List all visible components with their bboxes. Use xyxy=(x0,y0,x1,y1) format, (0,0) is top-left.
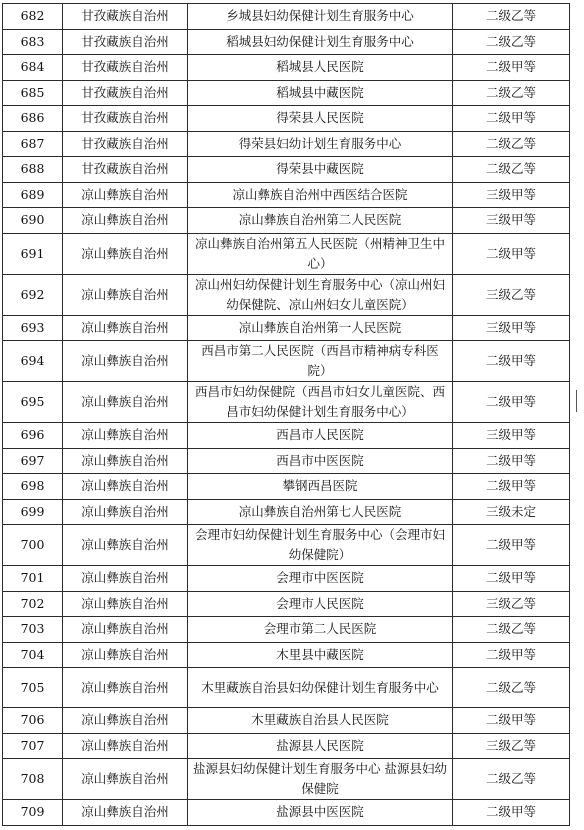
row-number: 693 xyxy=(3,315,63,341)
grade-cell: 三级甲等 xyxy=(453,208,570,234)
table-row xyxy=(3,341,570,382)
table-row xyxy=(3,525,570,566)
table-row xyxy=(3,448,570,474)
table-row xyxy=(3,617,570,643)
region-cell: 凉山彝族自治州 xyxy=(63,617,188,643)
table-row xyxy=(3,499,570,525)
grade-cell: 二级甲等 xyxy=(453,448,570,474)
hospital-name-cell: 会理市中医医院 xyxy=(188,566,453,592)
hospital-name-cell: 凉山州妇幼保健计划生育服务中心（凉山州妇幼保健院、凉山州妇女儿童医院） xyxy=(188,274,453,315)
region-cell: 凉山彝族自治州 xyxy=(63,341,188,382)
row-number: 691 xyxy=(3,233,63,274)
grade-cell: 二级乙等 xyxy=(453,131,570,157)
grade-cell: 二级甲等 xyxy=(453,233,570,274)
region-cell: 凉山彝族自治州 xyxy=(63,759,188,800)
row-number: 684 xyxy=(3,55,63,81)
grade-cell: 二级甲等 xyxy=(453,55,570,81)
hospital-name-cell: 得荣县人民医院 xyxy=(188,106,453,132)
grade-cell: 二级甲等 xyxy=(453,566,570,592)
row-number: 703 xyxy=(3,617,63,643)
hospital-name-cell: 西昌市人民医院 xyxy=(188,423,453,449)
hospital-name-cell: 会理市妇幼保健计划生育服务中心（会理市妇幼保健院） xyxy=(188,525,453,566)
row-number: 709 xyxy=(3,800,63,826)
table-row xyxy=(3,315,570,341)
hospital-name-cell: 得荣县妇幼计划生育服务中心 xyxy=(188,131,453,157)
hospital-name-cell: 凉山彝族自治州第七人民医院 xyxy=(188,499,453,525)
region-cell: 凉山彝族自治州 xyxy=(63,733,188,759)
row-number: 690 xyxy=(3,208,63,234)
table-row xyxy=(3,233,570,274)
grade-cell: 三级乙等 xyxy=(453,274,570,315)
region-cell: 凉山彝族自治州 xyxy=(63,525,188,566)
region-cell: 凉山彝族自治州 xyxy=(63,315,188,341)
row-number: 704 xyxy=(3,642,63,668)
grade-cell: 二级乙等 xyxy=(453,157,570,183)
table-row xyxy=(3,4,570,30)
table-row xyxy=(3,274,570,315)
grade-cell: 二级甲等 xyxy=(453,474,570,500)
region-cell: 凉山彝族自治州 xyxy=(63,566,188,592)
region-cell: 甘孜藏族自治州 xyxy=(63,157,188,183)
row-number: 683 xyxy=(3,29,63,55)
region-cell: 甘孜藏族自治州 xyxy=(63,80,188,106)
hospital-name-cell: 凉山彝族自治州第五人民医院（州精神卫生中心） xyxy=(188,233,453,274)
grade-cell: 二级甲等 xyxy=(453,525,570,566)
table-row xyxy=(3,800,570,826)
table-row xyxy=(3,474,570,500)
hospital-name-cell: 凉山彝族自治州第二人民医院 xyxy=(188,208,453,234)
row-number: 699 xyxy=(3,499,63,525)
row-number: 697 xyxy=(3,448,63,474)
table-row xyxy=(3,182,570,208)
row-number: 701 xyxy=(3,566,63,592)
grade-cell: 三级甲等 xyxy=(453,182,570,208)
grade-cell: 二级甲等 xyxy=(453,800,570,826)
hospital-name-cell: 凉山彝族自治州中西医结合医院 xyxy=(188,182,453,208)
hospital-name-cell: 得荣县中藏医院 xyxy=(188,157,453,183)
table-row xyxy=(3,106,570,132)
table-row xyxy=(3,131,570,157)
table-row xyxy=(3,208,570,234)
row-number: 694 xyxy=(3,341,63,382)
hospital-name-cell: 乡城县妇幼保健计划生育服务中心 xyxy=(188,4,453,30)
table-row xyxy=(3,708,570,734)
grade-cell: 三级甲等 xyxy=(453,423,570,449)
table-row xyxy=(3,591,570,617)
region-cell: 凉山彝族自治州 xyxy=(63,800,188,826)
table-row xyxy=(3,733,570,759)
table-body xyxy=(3,4,570,826)
hospital-name-cell: 盐源县人民医院 xyxy=(188,733,453,759)
row-number: 688 xyxy=(3,157,63,183)
row-number: 689 xyxy=(3,182,63,208)
hospital-name-cell: 稻城县妇幼保健计划生育服务中心 xyxy=(188,29,453,55)
grade-cell: 三级乙等 xyxy=(453,591,570,617)
hospital-name-cell: 稻城县人民医院 xyxy=(188,55,453,81)
region-cell: 甘孜藏族自治州 xyxy=(63,4,188,30)
grade-cell: 二级甲等 xyxy=(453,642,570,668)
hospital-list-table xyxy=(2,3,570,826)
region-cell: 凉山彝族自治州 xyxy=(63,708,188,734)
region-cell: 凉山彝族自治州 xyxy=(63,382,188,423)
grade-cell: 三级乙等 xyxy=(453,733,570,759)
row-number: 708 xyxy=(3,759,63,800)
region-cell: 凉山彝族自治州 xyxy=(63,423,188,449)
row-number: 687 xyxy=(3,131,63,157)
row-number: 706 xyxy=(3,708,63,734)
row-number: 686 xyxy=(3,106,63,132)
hospital-name-cell: 木里藏族自治县人民医院 xyxy=(188,708,453,734)
grade-cell: 二级甲等 xyxy=(453,708,570,734)
hospital-name-cell: 凉山彝族自治州第一人民医院 xyxy=(188,315,453,341)
grade-cell: 三级未定 xyxy=(453,499,570,525)
region-cell: 凉山彝族自治州 xyxy=(63,274,188,315)
row-number: 692 xyxy=(3,274,63,315)
table-row xyxy=(3,80,570,106)
region-cell: 凉山彝族自治州 xyxy=(63,642,188,668)
grade-cell: 二级乙等 xyxy=(453,4,570,30)
table-row xyxy=(3,382,570,423)
hospital-name-cell: 西昌市妇幼保健院（西昌市妇女儿童医院、西昌市妇幼保健计划生育服务中心） xyxy=(188,382,453,423)
table-row xyxy=(3,642,570,668)
grade-cell: 二级乙等 xyxy=(453,759,570,800)
row-number: 682 xyxy=(3,4,63,30)
region-cell: 凉山彝族自治州 xyxy=(63,182,188,208)
row-number: 702 xyxy=(3,591,63,617)
grade-cell: 二级乙等 xyxy=(453,80,570,106)
region-cell: 凉山彝族自治州 xyxy=(63,474,188,500)
row-number: 705 xyxy=(3,668,63,708)
grade-cell: 二级甲等 xyxy=(453,106,570,132)
region-cell: 凉山彝族自治州 xyxy=(63,208,188,234)
table-row xyxy=(3,566,570,592)
hospital-name-cell: 木里县中藏医院 xyxy=(188,642,453,668)
table-row xyxy=(3,55,570,81)
region-cell: 凉山彝族自治州 xyxy=(63,591,188,617)
grade-cell: 二级乙等 xyxy=(453,617,570,643)
hospital-name-cell: 西昌市中医医院 xyxy=(188,448,453,474)
row-number: 698 xyxy=(3,474,63,500)
grade-cell: 二级甲等 xyxy=(453,341,570,382)
row-number: 700 xyxy=(3,525,63,566)
row-number: 696 xyxy=(3,423,63,449)
hospital-name-cell: 攀钢西昌医院 xyxy=(188,474,453,500)
region-cell: 甘孜藏族自治州 xyxy=(63,55,188,81)
hospital-name-cell: 会理市人民医院 xyxy=(188,591,453,617)
hospital-name-cell: 会理市第二人民医院 xyxy=(188,617,453,643)
page-edge-mark xyxy=(576,390,577,412)
table-row xyxy=(3,29,570,55)
table-row xyxy=(3,157,570,183)
region-cell: 甘孜藏族自治州 xyxy=(63,131,188,157)
hospital-name-cell: 盐源县中医医院 xyxy=(188,800,453,826)
hospital-name-cell: 盐源县妇幼保健计划生育服务中心 盐源县妇幼保健院 xyxy=(188,759,453,800)
hospital-name-cell: 西昌市第二人民医院（西昌市精神病专科医院） xyxy=(188,341,453,382)
region-cell: 凉山彝族自治州 xyxy=(63,499,188,525)
grade-cell: 三级甲等 xyxy=(453,315,570,341)
region-cell: 甘孜藏族自治州 xyxy=(63,29,188,55)
table-row xyxy=(3,423,570,449)
region-cell: 凉山彝族自治州 xyxy=(63,668,188,708)
region-cell: 甘孜藏族自治州 xyxy=(63,106,188,132)
table-row xyxy=(3,668,570,708)
grade-cell: 二级甲等 xyxy=(453,382,570,423)
row-number: 707 xyxy=(3,733,63,759)
region-cell: 凉山彝族自治州 xyxy=(63,448,188,474)
region-cell: 凉山彝族自治州 xyxy=(63,233,188,274)
row-number: 685 xyxy=(3,80,63,106)
row-number: 695 xyxy=(3,382,63,423)
hospital-name-cell: 稻城县中藏医院 xyxy=(188,80,453,106)
hospital-name-cell: 木里藏族自治县妇幼保健计划生育服务中心 xyxy=(188,668,453,708)
grade-cell: 二级乙等 xyxy=(453,29,570,55)
grade-cell: 二级乙等 xyxy=(453,668,570,708)
table-row xyxy=(3,759,570,800)
